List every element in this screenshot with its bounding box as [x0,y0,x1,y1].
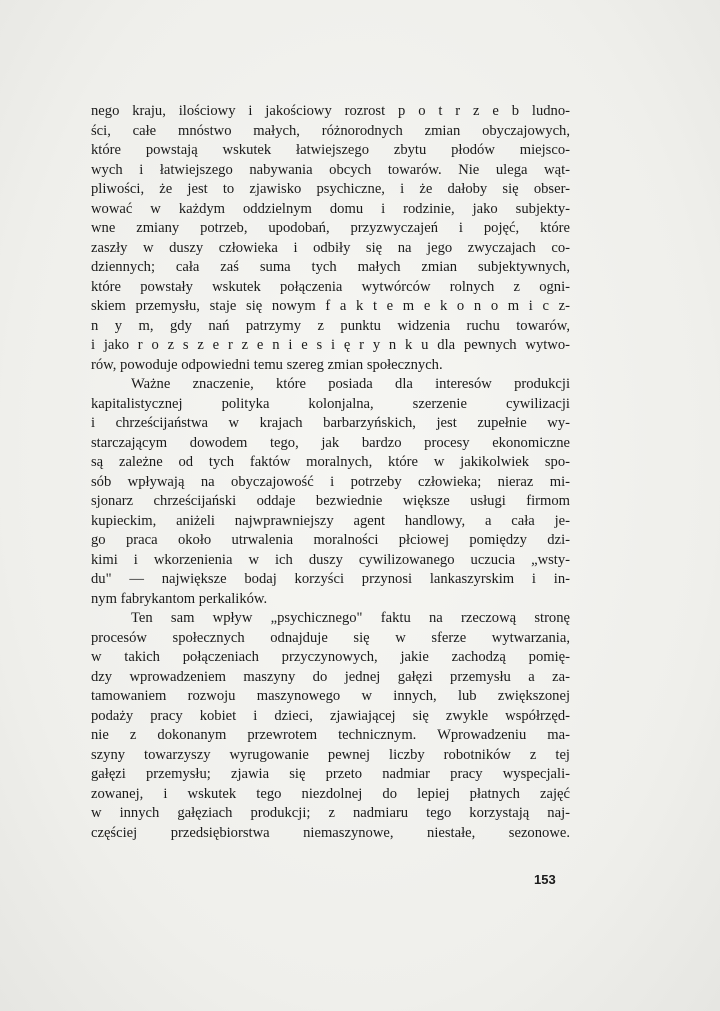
text-line: wych i łatwiejszego nabywania obcych towarów. Nie ulega wąt- [91,161,570,178]
text-line: tamowaniem rozwoju maszynowego w innych, lub zwiększonej [91,688,570,704]
text-line: rów, powoduje odpowiedni temu szereg zmian społecznych. [91,356,443,373]
text-line: starczającym dowodem tego, jak bardzo procesy ekonomiczne [91,434,570,451]
text-line: szyny towarzyszy wyrugowanie pewnej liczby robotników z tej [91,746,570,763]
text-line: sjonarz chrześcijański oddaje bezwiednie większe usługi firmom [91,493,570,509]
text-line: kimi i wkorzenienia w ich duszy cywilizowanego uczucia „wsty- [91,551,570,568]
text-line: zaszły w duszy człowieka i odbiły się na jego zwyczajach co- [91,239,570,256]
text-line: Ważne znaczenie, które posiada dla interesów produkcji [131,376,570,392]
page-number: 153 [534,872,556,887]
text-line: dzy wprowadzeniem maszyny do jednej gałęzi przemysłu a za- [91,668,570,685]
text-line: Ten sam wpływ „psychicznego" faktu na rzeczową stronę [131,610,570,626]
text-line: i jako r o z s z e r z e n i e s i ę r y n k u dla pewnych wytwo- [91,337,570,353]
text-line: kupieckim, aniżeli najwprawniejszy agent handlowy, a cała je- [91,512,570,529]
text-line: które powstały wskutek połączenia wytwórców rolnych z ogni- [91,278,570,295]
text-line: zowanej, i wskutek tego niezdolnej do lepiej płatnych zajęć [91,785,570,802]
text-line: nego kraju, ilościowy i jakościowy rozrost p o t r z e b ludno- [91,103,570,119]
text-line: wne zmiany potrzeb, upodobań, przyzwyczajeń i pojęć, które [91,220,570,236]
text-line: kapitalistycznej polityka kolonjalna, szerzenie cywilizacji [91,395,570,412]
text-line: w innych gałęziach produkcji; z nadmiaru tego korzystają naj- [91,805,570,821]
text-line: są zależne od tych faktów moralnych, które w jakikolwiek spo- [91,454,570,470]
text-line: procesów społecznych odnajduje się w sferze wytwarzania, [91,629,570,646]
text-line: du" — największe bodaj korzyści przynosi lankaszyrskim i in- [91,571,570,587]
text-line: skiem przemysłu, staje się nowym f a k t e m e k o n o m i c z- [91,298,570,314]
text-line: nie z dokonanym przewrotem technicznym. Wprowadzeniu ma- [91,727,570,743]
text-line: gałęzi przemysłu; zjawia się przeto nadmiar pracy wyspecjali- [91,766,570,782]
text-line: podaży pracy kobiet i dzieci, zjawiającej się zwykle współrzęd- [91,707,570,724]
text-line: częściej przedsiębiorstwa niemaszynowe, niestałe, sezonowe. [91,824,570,841]
text-line: n y m, gdy nań patrzymy z punktu widzenia ruchu towarów, [91,317,570,334]
text-line: w takich połączeniach przyczynowych, jakie zachodzą pomię- [91,649,570,665]
text-line: sób wpływają na obyczajowość i potrzeby człowieka; nieraz mi- [91,473,570,490]
text-line: i chrześcijaństwa w krajach barbarzyńskich, jest zupełnie wy- [91,415,570,431]
text-line: które powstają wskutek łatwiejszego zbytu płodów miejsco- [91,142,570,158]
text-line: go praca około utrwalenia moralności płciowej pomiędzy dzi- [91,532,570,548]
text-line: pliwości, że jest to zjawisko psychiczne, i że dałoby się obser- [91,181,570,197]
text-line: wować w każdym oddzielnym domu i rodzinie, jako subjekty- [91,200,570,217]
body-text [91,102,570,843]
text-line: nym fabrykantom perkalików. [91,590,268,607]
text-line: ści, całe mnóstwo małych, różnorodnych zmian obyczajowych, [91,122,570,139]
text-line: dziennych; cała zaś suma tych małych zmian subjektywnych, [91,259,570,275]
